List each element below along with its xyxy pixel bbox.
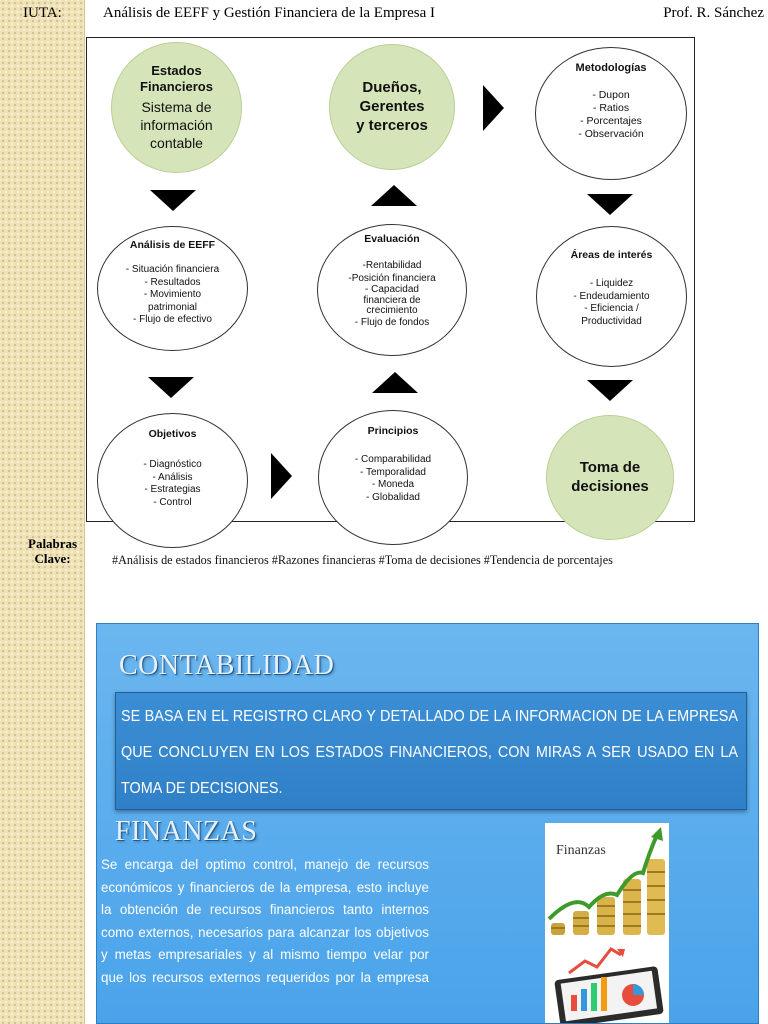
- circle-principios: [318, 410, 468, 545]
- objetivos-item: - Diagnóstico: [143, 459, 202, 470]
- arrow-down-3: [148, 377, 194, 398]
- evaluacion-item: crecimiento: [366, 305, 418, 316]
- arrow-up-1: [371, 185, 417, 206]
- principios-item: - Globalidad: [366, 491, 420, 503]
- metodologias-title: Metodologías: [575, 62, 647, 74]
- circle-analisis-eeff: [97, 226, 248, 351]
- analisis-title: Análisis de EEFF: [129, 239, 216, 251]
- keywords-text: #Análisis de estados financieros #Razones financieras #Toma de decisiones #Tendencia de porcentajes: [112, 553, 613, 567]
- analisis-item: patrimonial: [148, 301, 197, 313]
- circle-toma-decisiones: [546, 415, 674, 540]
- contabilidad-text: SE BASA EN EL REGISTRO CLARO Y DETALLADO DE LA INFORMACION DE LA EMPRESA QUE CONCLUYEN EN LOS ESTADOS FINANCIEROS, CON MIRAS A SER USADO EN LA TOMA DE DECISIONES.: [121, 708, 738, 797]
- finanzas-image-label: Finanzas: [556, 843, 606, 858]
- duenos-line-1: Dueños,: [362, 79, 422, 96]
- areas-title: Áreas de interés: [570, 249, 653, 261]
- evaluacion-item: -Rentabilidad: [362, 260, 422, 271]
- objetivos-item: - Estrategias: [144, 484, 201, 495]
- objetivos-item: - Análisis: [152, 471, 193, 483]
- areas-item: - Liquidez: [589, 278, 634, 289]
- principios-list: [319, 454, 467, 504]
- metodologias-item: - Observación: [578, 128, 644, 141]
- finanzas-illustration: [545, 823, 669, 1024]
- header-professor: Prof. R. Sánchez: [663, 5, 764, 21]
- contabilidad-box: [115, 692, 747, 810]
- arrow-right-2: [271, 453, 292, 499]
- principios-title: Principios: [367, 425, 419, 437]
- metodologias-item: - Ratios: [592, 102, 630, 115]
- principios-item: - Moneda: [371, 479, 415, 490]
- process-diagram: [86, 37, 695, 522]
- analisis-list: [98, 264, 247, 327]
- evaluacion-item: - Capacidad: [365, 284, 419, 295]
- circle-metodologias: [535, 47, 687, 180]
- circle-evaluacion: [317, 224, 467, 356]
- objetivos-item: - Control: [153, 496, 192, 508]
- contabilidad-heading: CONTABILIDAD: [119, 650, 335, 681]
- analisis-item: - Situación financiera: [125, 264, 220, 275]
- header-institution: IUTA:: [23, 5, 62, 21]
- arrow-down-2: [587, 194, 633, 215]
- estados-sub-1: Sistema de: [141, 99, 212, 115]
- keywords-label: [28, 536, 77, 566]
- evaluacion-title: Evaluación: [364, 233, 420, 245]
- metodologias-item: - Porcentajes: [580, 115, 642, 128]
- analisis-item: - Resultados: [144, 276, 201, 288]
- objetivos-list: [98, 459, 247, 509]
- keywords-label-2: Clave:: [34, 551, 71, 566]
- principios-item: - Temporalidad: [360, 466, 426, 478]
- evaluacion-item: financiera de: [363, 294, 421, 306]
- analisis-item: - Movimiento: [143, 289, 202, 300]
- estados-sub-3: contable: [150, 135, 203, 151]
- evaluacion-item: - Flujo de fondos: [354, 316, 430, 328]
- areas-list: [537, 278, 686, 327]
- header-course-title: Análisis de EEFF y Gestión Financiera de la Empresa I: [103, 5, 436, 21]
- estados-title-2: Financieros: [140, 79, 213, 94]
- objetivos-title: Objetivos: [148, 428, 197, 440]
- principios-item: - Comparabilidad: [354, 454, 432, 465]
- evaluacion-item: -Posición financiera: [348, 272, 436, 284]
- duenos-line-3: y terceros: [356, 117, 428, 134]
- finanzas-text: Se encarga del optimo control, manejo de recursos económicos y financieros de la empresa, esto incluye la obtención de recursos financieros tanto internos como externos, necesarios para alcanzar los objetivos y metas empresariales y al mismo tiempo velar por que los recursos externos requeridos por la empresa: [101, 857, 429, 985]
- analisis-item: - Flujo de efectivo: [133, 314, 212, 325]
- toma-line-2: decisiones: [571, 478, 649, 495]
- contabilidad-finanzas-panel: [96, 623, 759, 1024]
- tablet-chart-icon: [554, 949, 664, 1024]
- circle-duenos-gerentes: [329, 44, 455, 170]
- keywords-label-1: Palabras: [28, 536, 78, 551]
- metodologias-list: [536, 89, 686, 142]
- estados-sub-2: información: [140, 117, 213, 133]
- arrow-up-2: [372, 372, 418, 393]
- duenos-line-2: Gerentes: [359, 98, 425, 115]
- coin-stacks-icon: [551, 859, 665, 935]
- coins-growth-chart-icon: [545, 823, 669, 1024]
- arrow-down-1: [150, 190, 196, 211]
- finanzas-heading: FINANZAS: [115, 816, 258, 847]
- metodologias-item: - Dupon: [592, 89, 630, 101]
- arrow-right-1: [483, 85, 504, 131]
- toma-line-1: Toma de: [579, 459, 641, 476]
- circle-estados-financieros: [111, 42, 242, 173]
- page-margin-strip: [0, 0, 85, 1024]
- circle-objetivos: [97, 413, 248, 548]
- evaluacion-list: [318, 260, 466, 329]
- areas-item: - Eficiencia /: [584, 303, 639, 314]
- areas-item: - Endeudamiento: [573, 290, 650, 302]
- page-header: [0, 5, 768, 27]
- estados-title-1: Estados: [151, 63, 202, 78]
- arrow-down-4: [587, 380, 633, 401]
- areas-item: Productividad: [581, 315, 642, 327]
- circle-areas-interes: [536, 226, 687, 367]
